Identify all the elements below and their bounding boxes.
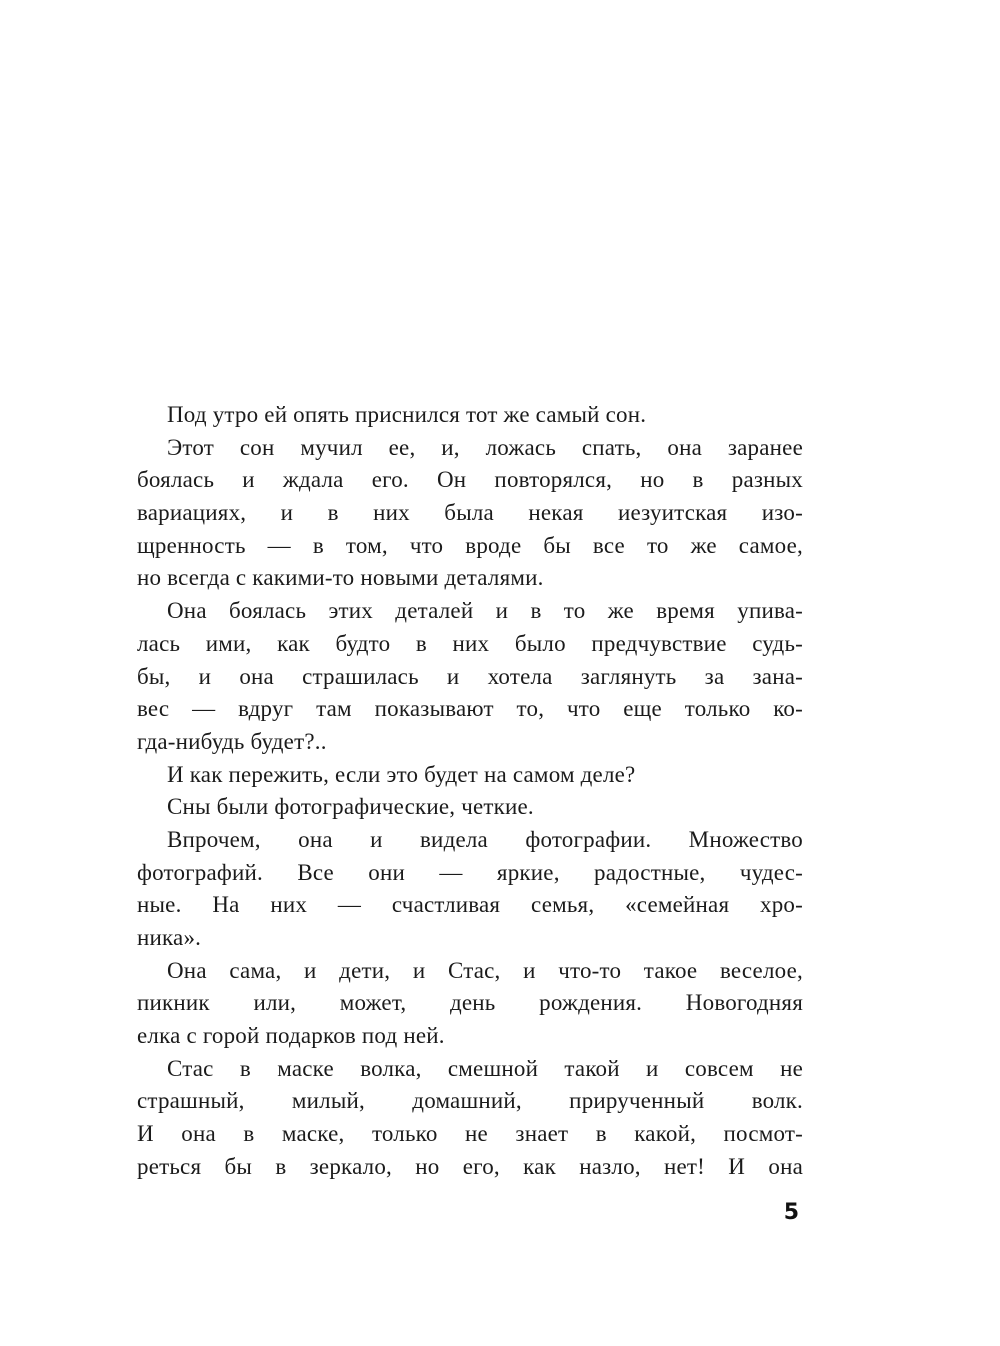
text-line: страшный, милый, домашний, прирученный волк.: [137, 1088, 803, 1114]
text-line: Стас в маске волка, смешной такой и совсем не: [167, 1055, 803, 1081]
text-line: Она боялась этих деталей и в то же время упива-: [167, 598, 803, 624]
text-line: реться бы в зеркало, но его, как назло, нет! И она: [137, 1153, 803, 1179]
text-line: пикник или, может, день рождения. Новогодняя: [137, 990, 803, 1016]
text-line: Сны были фотографические, четкие.: [167, 794, 534, 820]
text-line: но всегда с какими-то новыми деталями.: [137, 565, 544, 591]
text-block: [137, 399, 803, 1184]
text-line: Она сама, и дети, и Стас, и что-то такое веселое,: [167, 957, 803, 983]
text-line: вариациях, и в них была некая иезуитская изо-: [137, 500, 803, 526]
text-line: ника».: [137, 925, 202, 950]
text-line: бы, и она страшилась и хотела заглянуть за зана-: [137, 663, 803, 689]
text-line: Под утро ей опять приснился тот же самый сон.: [167, 402, 647, 427]
text-line: И она в маске, только не знает в какой, посмот-: [137, 1121, 803, 1147]
page-number: 5: [783, 1200, 799, 1225]
text-line: И как пережить, если это будет на самом деле?: [167, 761, 636, 787]
text-line: лась ими, как будто в них было предчувствие судь-: [137, 630, 803, 656]
text-line: боялась и ждала его. Он повторялся, но в разных: [137, 467, 803, 493]
text-line: Этот сон мучил ее, и, ложась спать, она заранее: [167, 434, 803, 460]
text-line: ные. На них — счастливая семья, «семейная хро-: [137, 892, 803, 918]
text-line: вес — вдруг там показывают то, что еще только ко-: [137, 696, 803, 722]
text-line: Впрочем, она и видела фотографии. Множество: [167, 826, 803, 852]
text-line: щренность — в том, что вроде бы все то же самое,: [137, 532, 803, 558]
text-line: фотографий. Все они — яркие, радостные, чудес-: [137, 859, 803, 885]
text-line: гда-нибудь будет?..: [137, 728, 327, 754]
text-line: елка с горой подарков под ней.: [137, 1023, 445, 1049]
